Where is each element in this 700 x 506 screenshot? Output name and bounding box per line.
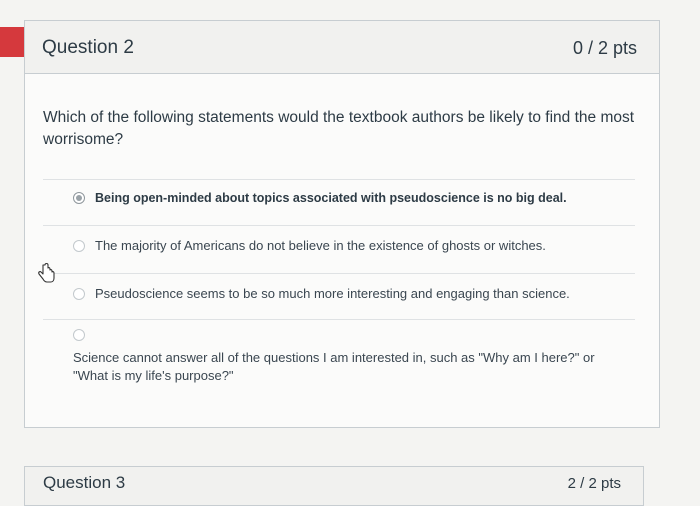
question-card [24,20,660,428]
hand-pointer-icon [37,262,57,284]
answer-option[interactable] [73,189,639,207]
divider [43,225,635,226]
question-title: Question 2 [42,37,134,58]
radio-selected-icon[interactable] [73,192,85,204]
question-points: 0 / 2 pts [572,38,637,58]
answer-label: Science cannot answer all of the questions I am interested in, such as "Why am I here?" or "What is my life's purpose?" [73,350,595,383]
radio-icon[interactable] [73,288,85,300]
next-question-card [24,466,644,506]
question-text: Which of the following statements would the textbook authors be likely to find the most worrisome? [43,109,635,148]
answer-label: The majority of Americans do not believe in the existence of ghosts or witches. [95,238,546,253]
next-question-title: Question 3 [43,473,126,492]
answer-label: Being open-minded about topics associated with pseudoscience is no big deal. [95,191,567,205]
divider [43,319,635,320]
radio-icon[interactable] [73,329,85,341]
answer-option[interactable] [73,285,639,303]
radio-icon[interactable] [73,240,85,252]
next-question-points: 2 / 2 pts [567,475,621,492]
answer-label: Pseudoscience seems to be so much more interesting and engaging than science. [95,286,570,301]
divider [43,179,635,180]
answer-option[interactable] [73,237,639,255]
question-header [25,21,659,74]
divider [43,273,635,274]
